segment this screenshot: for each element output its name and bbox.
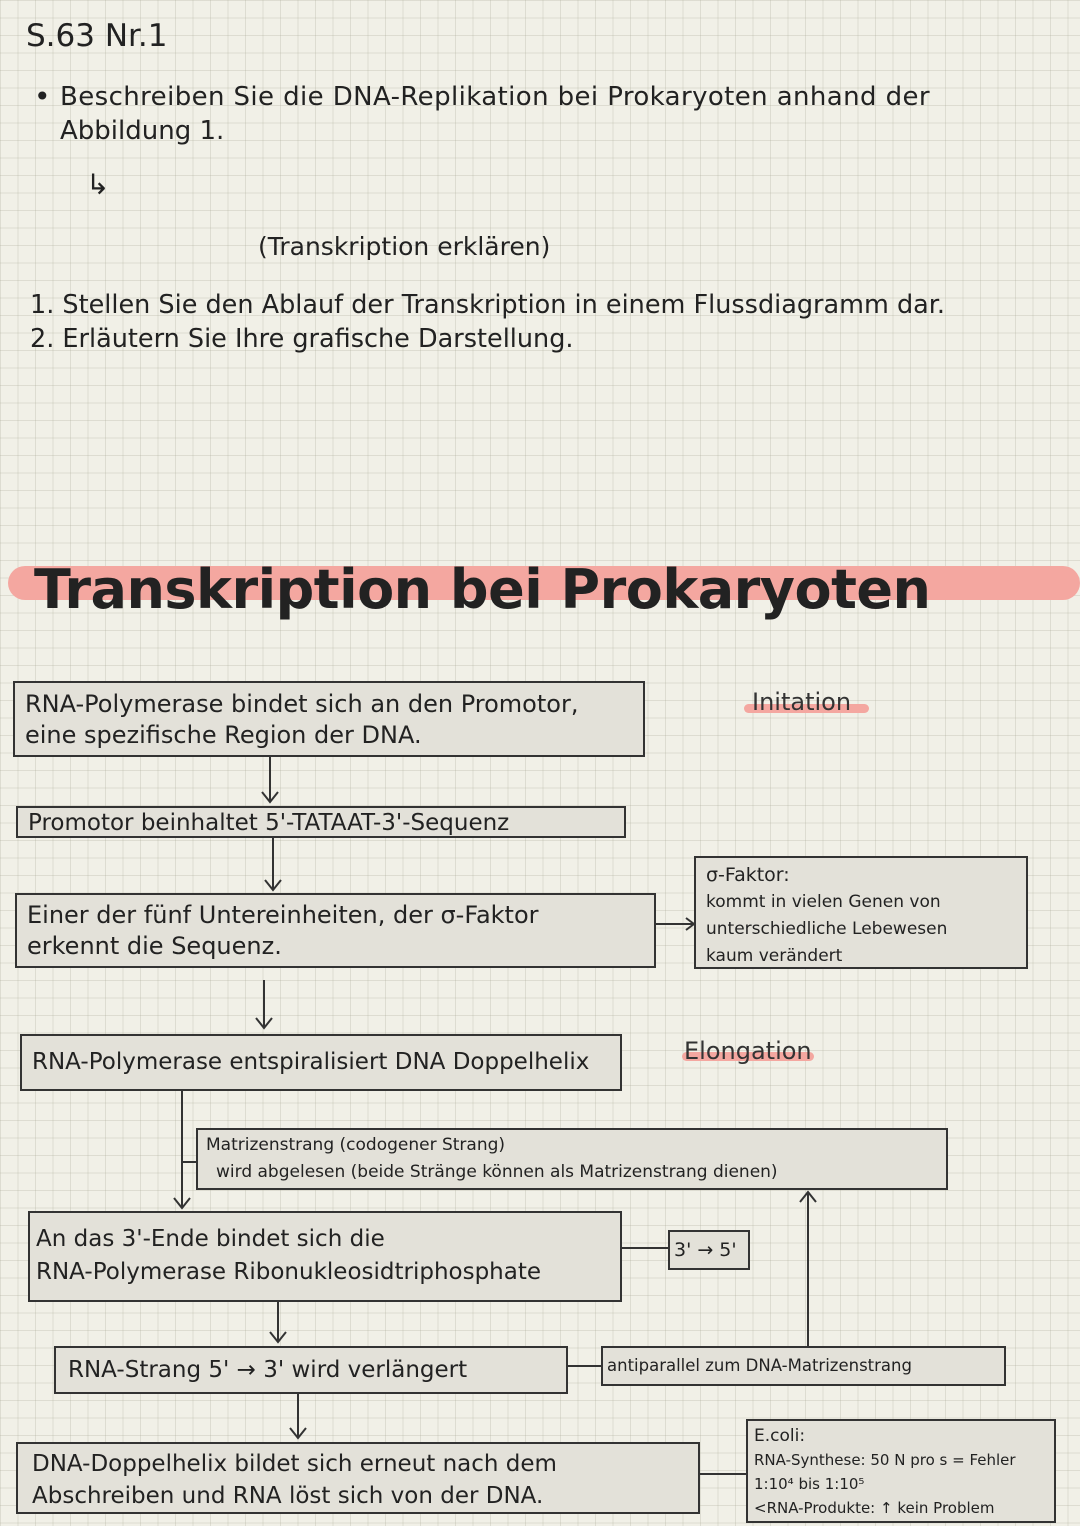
- matrix-note-line-1: Matrizenstrang (codogener Strang): [206, 1135, 506, 1155]
- flow-step-nucleotide-line-2: RNA-Polymerase Ribonukleosidtriphosphate: [36, 1259, 542, 1285]
- antiparallel-note: [601, 1346, 1006, 1386]
- sigma-note-heading: σ-Faktor:: [706, 864, 790, 886]
- sigma-note-line-2: kommt in vielen Genen von: [706, 892, 941, 912]
- sigma-note-line-3: unterschiedliche Lebewesen: [706, 919, 948, 939]
- flow-step-unwinding: [20, 1034, 622, 1091]
- flow-step-promotor-line-1: Promotor beinhaltet 5'-TATAAT-3'-Sequenz: [28, 810, 510, 836]
- flow-step-unwinding-line-1: RNA-Polymerase entspiralisiert DNA Doppelhelix: [32, 1049, 590, 1075]
- phase-label-initiation: Initation: [752, 688, 852, 716]
- return-arrow-icon: ↳: [86, 168, 110, 201]
- task-item-2: 2. Erläutern Sie Ihre grafische Darstellung.: [30, 324, 574, 354]
- flow-step-termination-line-1: DNA-Doppelhelix bildet sich erneut nach dem: [32, 1451, 557, 1477]
- sigma-factor-note: [694, 856, 1028, 969]
- matrix-strand-note: [196, 1128, 948, 1190]
- task-item-1: 1. Stellen Sie den Ablauf der Transkription in einem Flussdiagramm dar.: [30, 290, 945, 320]
- flow-step-sigma-line-1: Einer der fünf Untereinheiten, der σ-Faktor: [27, 901, 539, 929]
- flow-step-termination-line-2: Abschreiben und RNA löst sich von der DNA.: [32, 1483, 544, 1509]
- ecoli-note-line-4: <RNA-Produkte: ↑ kein Problem: [754, 1499, 995, 1517]
- flow-step-elongation-line-1: RNA-Strang 5' → 3' wird verlängert: [68, 1357, 468, 1383]
- ecoli-note: [746, 1419, 1056, 1523]
- flow-step-elongation: [54, 1346, 568, 1394]
- direction-note-text: 3' → 5': [674, 1239, 737, 1261]
- matrix-note-line-2: wird abgelesen (beide Stränge können als Matrizenstrang dienen): [216, 1162, 778, 1182]
- flow-step-binding: [13, 681, 645, 757]
- task-text-line-2: Abbildung 1.: [60, 116, 225, 146]
- sigma-note-line-4: kaum verändert: [706, 946, 843, 966]
- task-bullet: •: [34, 80, 51, 113]
- ecoli-note-heading: E.coli:: [754, 1426, 806, 1446]
- task-text-line-1: Beschreiben Sie die DNA-Replikation bei Prokaryoten anhand der: [60, 82, 930, 112]
- flow-step-nucleotide-binding: [28, 1211, 622, 1302]
- flow-step-termination: [16, 1442, 700, 1514]
- ecoli-note-line-3: 1:10⁴ bis 1:10⁵: [754, 1475, 865, 1493]
- flow-step-sigma-recognition: [15, 893, 656, 968]
- page-title: Transkription bei Prokaryoten: [34, 558, 931, 621]
- page-reference: S.63 Nr.1: [26, 18, 168, 54]
- flow-step-binding-line-1: RNA-Polymerase bindet sich an den Promotor,: [25, 690, 579, 718]
- flow-step-binding-line-2: eine spezifische Region der DNA.: [25, 721, 422, 749]
- direction-note: [668, 1230, 750, 1270]
- flow-step-sigma-line-2: erkennt die Sequenz.: [27, 932, 282, 960]
- flow-step-promotor: [16, 806, 626, 838]
- phase-label-elongation: Elongation: [684, 1037, 812, 1065]
- ecoli-note-line-2: RNA-Synthese: 50 N pro s = Fehler: [754, 1451, 1016, 1469]
- antiparallel-note-text: antiparallel zum DNA-Matrizenstrang: [607, 1356, 912, 1375]
- flow-step-nucleotide-line-1: An das 3'-Ende bindet sich die: [36, 1226, 385, 1252]
- task-note: (Transkription erklären): [258, 232, 551, 261]
